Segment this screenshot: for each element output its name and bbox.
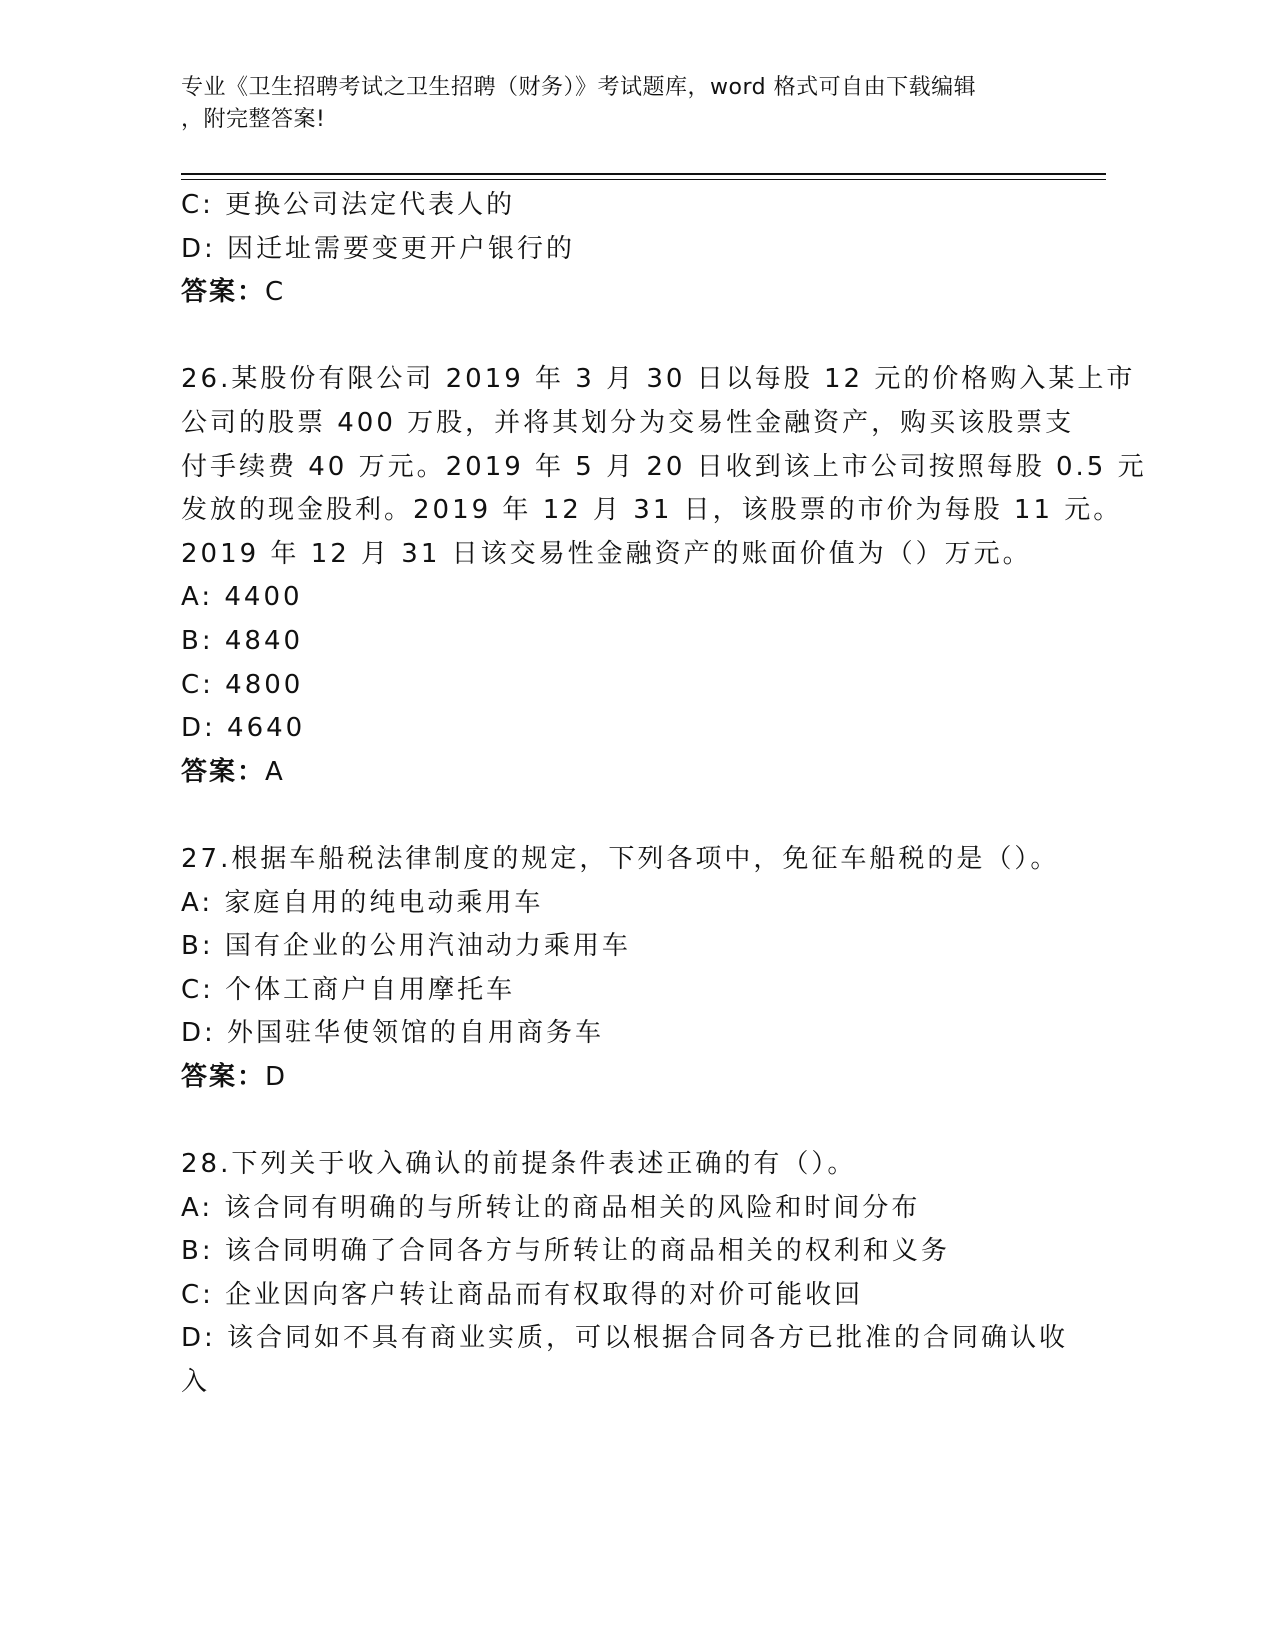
q26-option-c: C: 4800: [181, 669, 304, 700]
prev-answer: [181, 271, 1071, 315]
q26-text-line-5: 2019 年 12 月 31 日该交易性金融资产的账面价值为（）万元。: [181, 538, 1032, 569]
page-header: [181, 72, 1061, 136]
header-line-2: ，附完整答案!: [181, 107, 326, 132]
q26-answer: [181, 751, 1071, 795]
question-content: [181, 184, 1147, 1405]
q28-text-line-1: 28.下列关于收入确认的前提条件表述正确的有（）。: [181, 1149, 857, 1180]
q27-option-a: A: 家庭自用的纯电动乘用车: [181, 887, 544, 918]
q28-option-c: C: 企业因向客户转让商品而有权取得的对价可能收回: [181, 1279, 864, 1310]
answer-label: 答案：: [181, 1061, 266, 1092]
answer-value: D: [265, 1061, 288, 1092]
q27-text-line-1: 27.根据车船税法律制度的规定，下列各项中，免征车船税的是（）。: [181, 843, 1060, 874]
q27-answer: [181, 1056, 1071, 1100]
q27-option-c: C: 个体工商户自用摩托车: [181, 974, 516, 1005]
answer-value: C: [265, 277, 286, 308]
prev-option-d: D: 因迁址需要变更开户银行的: [181, 233, 576, 264]
q26-text-line-1: 26.某股份有限公司 2019 年 3 月 30 日以每股 12 元的价格购入某上市: [181, 364, 1136, 395]
q26-option-d: D: 4640: [181, 713, 306, 744]
header-rule-thick: [181, 173, 1106, 175]
q27-option-b: B: 国有企业的公用汽油动力乘用车: [181, 931, 631, 962]
q26-option-a: A: 4400: [181, 582, 303, 613]
q28-option-d: D: 该合同如不具有商业实质，可以根据合同各方已批准的合同确认收: [181, 1323, 1069, 1354]
q28-option-d-continued: 入: [181, 1367, 211, 1398]
header-rule-thin: [181, 179, 1106, 180]
q27-option-d: D: 外国驻华使领馆的自用商务车: [181, 1018, 605, 1049]
q28-option-a: A: 该合同有明确的与所转让的商品相关的风险和时间分布: [181, 1192, 921, 1223]
answer-value: A: [265, 756, 285, 787]
q26-text-line-4: 发放的现金股利。2019 年 12 月 31 日，该股票的市价为每股 11 元。: [181, 495, 1123, 526]
answer-label: 答案：: [181, 277, 266, 308]
q26-text-line-3: 付手续费 40 万元。2019 年 5 月 20 日收到该上市公司按照每股 0.5 元: [181, 451, 1147, 482]
header-line-1: 专业《卫生招聘考试之卫生招聘（财务）》考试题库，word 格式可自由下载编辑: [181, 75, 977, 100]
prev-option-c: C: 更换公司法定代表人的: [181, 190, 516, 220]
q28-option-b: B: 该合同明确了合同各方与所转让的商品相关的权利和义务: [181, 1236, 950, 1267]
q26-option-b: B: 4840: [181, 625, 304, 656]
answer-label: 答案：: [181, 756, 266, 787]
q26-text-line-2: 公司的股票 400 万股，并将其划分为交易性金融资产，购买该股票支: [181, 407, 1075, 438]
